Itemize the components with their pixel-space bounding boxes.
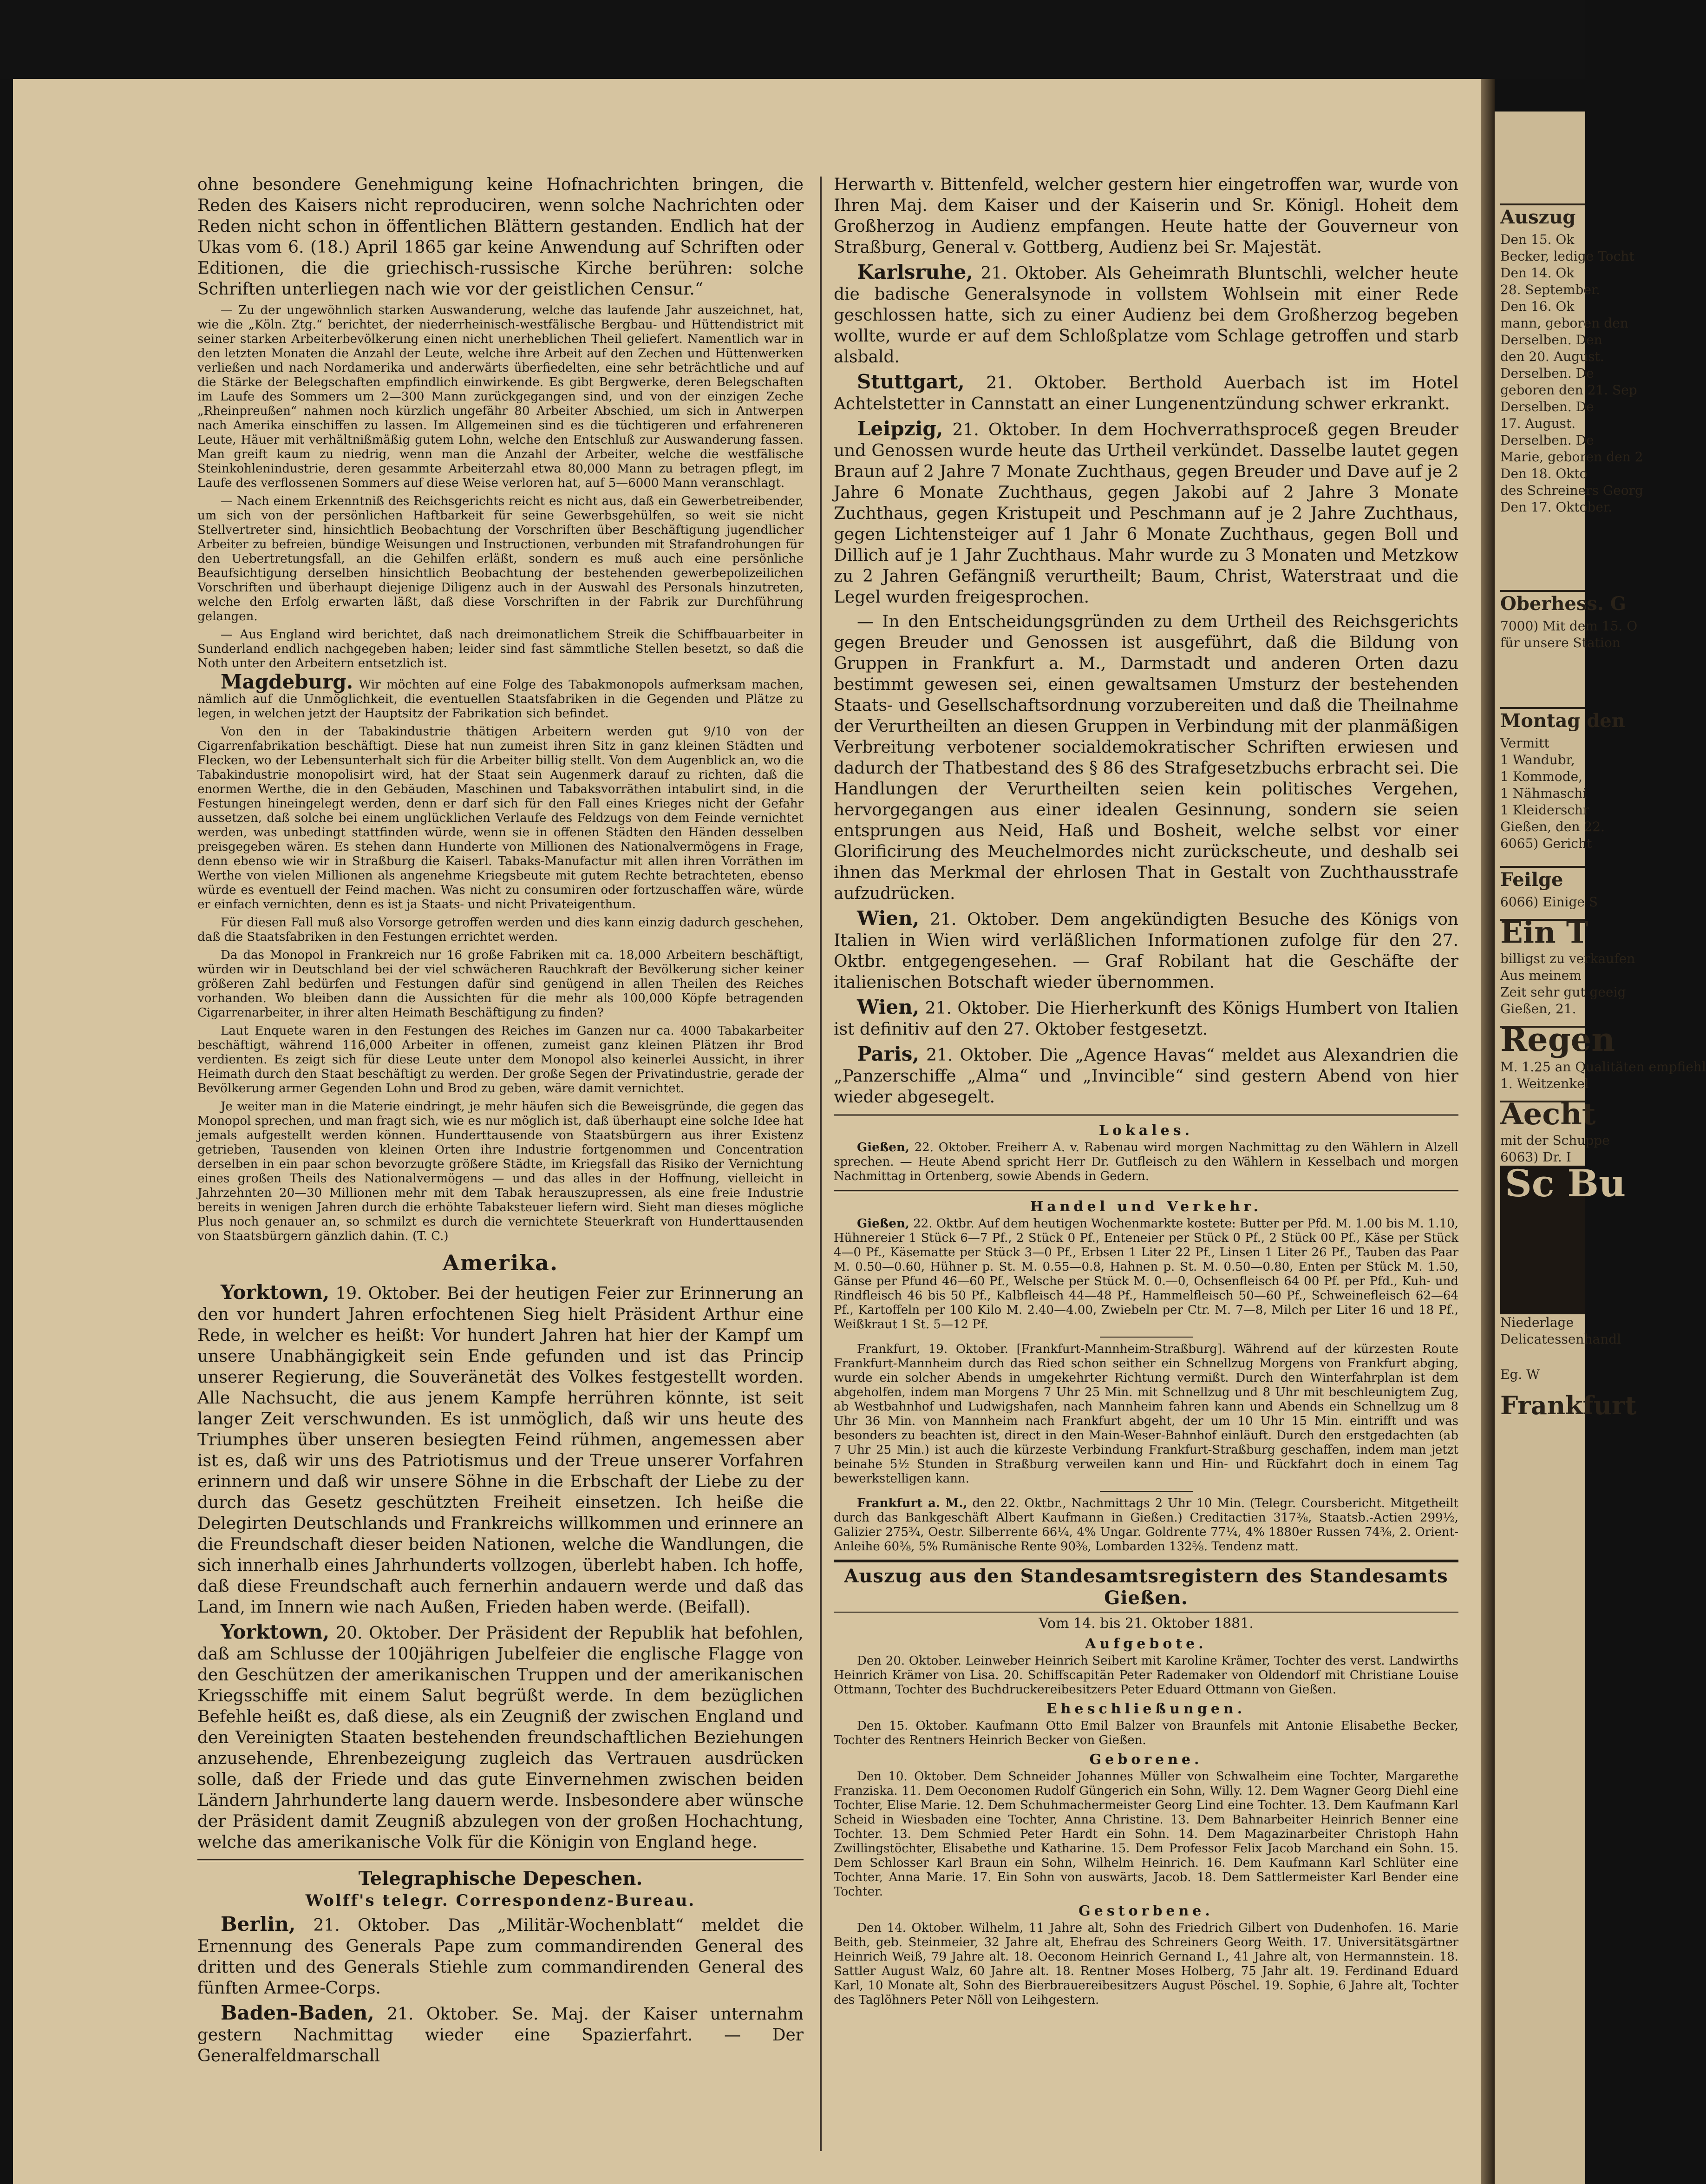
- fragment-line: Aus meinem: [1500, 968, 1582, 983]
- fragment-line: 7000) Mit dem 15. O: [1500, 618, 1638, 634]
- dateline-place: Stuttgart,: [857, 370, 965, 393]
- fragment-line: 1 Nähmaschi: [1500, 786, 1587, 801]
- article-england-strike: — Aus England wird berichtet, daß nach dreimonatlichem Streik die Schiffbauarbeiter in Sunderland endlich nachgegeben haben; leider sind fast sämmtliche Stellen besetzt, so daß die Noth unter den Arbeitern entsetzlich ist.: [197, 628, 804, 670]
- section-divider: [834, 1114, 1458, 1116]
- article-text: 22. Oktober. Freiherr A. v. Rabenau wird morgen Nachmittag zu den Wählern in Alzell sprechen. — Heute Abend spricht Herr Dr. Gutfleisch zu den Wählern in Kesselbach und morgen Nachmittag in Ortenberg, sowie Abends in Gedern.: [834, 1141, 1458, 1183]
- dateline-place: Baden-Baden,: [221, 2001, 374, 2024]
- fragment-line: Den 18. Okto: [1500, 466, 1588, 481]
- article-wien-1: [834, 908, 1458, 993]
- fragment-line: Derselben. De: [1500, 433, 1594, 448]
- fragment-line: Regen: [1500, 1020, 1615, 1059]
- fragment-line: Gießen, den 22.: [1500, 819, 1605, 834]
- fragment-line: M. 1.25 an Qualitäten empfiehl: [1500, 1059, 1706, 1075]
- fragment-line: Frankfurt: [1500, 1390, 1637, 1420]
- article-text: 21. Oktober. Die „Agence Havas“ meldet aus Alexandrien die „Panzerschiffe „Alma“ und „Invincible“ sind gestern Abend von hier wieder abgesegelt.: [834, 1046, 1458, 1107]
- article-text: 19. Oktober. Bei der heutigen Feier zur Erinnerung an den vor hundert Jahren erfochtenen Sieg hielt Präsident Arthur eine Rede, in welcher es heißt: Vor hundert Jahren hat hier der Kampf um unsere Unabhängigkeit sein Ende gefunden und ist das Princip unserer Regierung, die Souveränetät des Volkes festgestellt worden. Alle Nachsucht, die aus jenem Kampfe herrühren könnte, ist seit langer Zeit verschwunden. Es ist unmöglich, daß wir uns heute des Triumphes über unseren besiegten Feind rühmen, angemessen aber ist es, daß wir uns des Patriotismus und der Treue unserer Vorfahren erinnern und daß wir unsere Söhne in die Erbschaft der Liebe zu der durch das Gesetz geschützten Freiheit einsetzen. Ich heiße die Delegirten Deutschlands und Frankreichs willkommen und erinnere an die Freundschaft dieser beiden Nationen, welche die Wandlungen, die sich innerhalb eines Jahrhunderts vollzogen, überlebt haben. Ich hoffe, daß diese Freundschaft auch fernerhin andauern werde und daß das Land, im Innern wie nach Außen, Frieden haben werde. (Beifall).: [197, 1284, 804, 1617]
- fragment-line: 6065) Gericht: [1500, 836, 1592, 851]
- article-paris: [834, 1043, 1458, 1108]
- fragment-line: Den 17. Oktober.: [1500, 499, 1613, 515]
- short-divider: [1100, 1337, 1193, 1338]
- article-yorktown-2: [197, 1621, 804, 1853]
- article-magdeburg: [197, 670, 804, 721]
- heading-aufgebote: Aufgebote.: [1085, 1636, 1207, 1652]
- fragment-line: den 20. August.: [1500, 349, 1604, 364]
- fragment-line: des Schreiners Georg: [1500, 483, 1643, 498]
- right-column: [834, 174, 1458, 2153]
- article-text: 20. Oktober. Der Präsident der Republik hat befohlen, daß am Schlusse der 100jährigen Jubelfeier die englische Flagge von den Geschützen der amerikanischen Truppen und der amerikanischen Kriegsschiffe mit einem Salut begrüßt werde. In dem bezüglichen Befehle heißt es, daß diese, als ein Zeugniß der zwischen England und den Vereinigten Staaten bestehenden freundschaftlichen Beziehungen anzusehende, Ehrenbezeigung zugleich das Vertrauen ausdrücken solle, daß der Friede und das gute Einvernehmen zwischen beiden Ländern Jahrhunderte lang dauern werde. Insbesondere aber wünsche der Präsident damit Zeugniß abzulegen von der großen Hochachtung, welche das amerikanische Volk für die Königin von England hege.: [197, 1624, 804, 1852]
- article-text: 21. Oktober. Das „Militär-Wochenblatt“ meldet die Ernennung des Generals Pape zum commandirenden General des dritten und des Generals Stiehle zum commandirenden General des fünften Armee-Corps.: [197, 1916, 804, 1998]
- fragment-line: Auszug: [1500, 203, 1585, 228]
- fragment-line: Vermitt: [1500, 735, 1549, 751]
- article-tabak-1: Von den in der Tabakindustrie thätigen Arbeitern werden gut 9/10 von der Cigarrenfabrikation beschäftigt. Diese hat nun zumeist ihren Sitz in ganz kleinen Städten und Flecken, wo der Lebensunterhalt sich für die Arbeiter billig stellt. Von dem Augenblick an, wo die Tabakindustrie monopolisirt wird, hat der Staat sein Augenmerk darauf zu richten, daß die enormen Werthe, die in den Gebäuden, Maschinen und Tabaksvorräthen intabulirt sind, in die Festungen hineingelegt werden, denn er darf sich für den Fall eines Krieges nicht der Gefahr aussetzen, daß solche bei einem unglücklichen Verlaufe des Feldzugs von dem Feinde vernichtet werden, was unbedingt stattfinden würde, wenn sie in offenen Städten den Händen desselben preisgegeben wären. Es stehen dann Hunderte von Millionen des Nationalvermögens in Frage, denn ebenso wie wir in Straßburg die Kaiserl. Tabaks-Manufactur mit allen ihren Vorräthen im Werthe von vielen Millionen als angenehme Kriegsbeute mit gutem Rechte betrachteten, ebenso würde es eventuell der Feind machen. Was nicht zu consumiren oder fortzuschaffen wäre, würde er einfach vernichten, denn es ist ja Staats- und nicht Privateigenthum.: [197, 725, 804, 912]
- fragment-line: Gießen, 21.: [1500, 1001, 1576, 1017]
- dateline-place: Paris,: [857, 1043, 920, 1065]
- fragment-line: 6063) Dr. I: [1500, 1149, 1571, 1165]
- dateline-place: Karlsruhe,: [857, 261, 973, 283]
- fragment-line: Becker, ledige Tocht: [1500, 249, 1634, 264]
- article-baden-baden: [197, 2002, 804, 2066]
- left-column: [197, 174, 804, 2153]
- dateline-place: Yorktown,: [221, 1281, 330, 1304]
- section-subheading-wolff: Wolff's telegr. Correspondenz-Bureau.: [305, 1891, 696, 1910]
- article-text: 21. Oktober. Se. Maj. der Kaiser unternahm gestern Nachmittag wieder eine Spazierfahrt. — Der Generalfeldmarschall: [197, 2005, 804, 2066]
- fragment-line: Eg. W: [1500, 1367, 1540, 1382]
- fragment-line: mann, geboren den: [1500, 315, 1628, 331]
- section-heading-standesamt: Auszug aus den Standesamtsregistern des Standesamts Gießen.: [834, 1560, 1458, 1613]
- article-text: 21. Oktober. Die Hierherkunft des Königs Humbert von Italien ist definitiv auf den 27. Oktober festgesetzt.: [834, 999, 1458, 1039]
- fragment-line: 17. August.: [1500, 416, 1576, 431]
- fragment-line: Montag den: [1500, 707, 1585, 731]
- column-rule: [820, 177, 822, 2151]
- article-berlin: [197, 1914, 804, 1999]
- article-leipzig: [834, 418, 1458, 608]
- article-text: Wir möchten auf eine Folge des Tabakmonopols aufmerksam machen, nämlich auf die Unmöglichkeit, die eventuellen Staatsfabriken in die Gegenden und Plätze zu legen, in welchen jetzt der Hauptsitz der Fabrikation sich befindet.: [197, 678, 804, 721]
- fragment-line: 1 Wandubr,: [1500, 752, 1575, 767]
- dateline-place: Yorktown,: [221, 1620, 330, 1643]
- heading-geborene: Geborene.: [1089, 1751, 1203, 1768]
- article-text: 21. Oktober. Dem angekündigten Besuche des Königs von Italien in Wien wird verläßlichen Informationen zufolge für den 27. Oktbr. entgegengesehen. — Graf Robilant hat die Geschäfte der italienischen Botschaft wieder übernommen.: [834, 910, 1458, 992]
- fragment-line: 1 Kleiderschr: [1500, 802, 1589, 818]
- article-herwarth: Herwarth v. Bittenfeld, welcher gestern hier eingetroffen war, wurde von Ihren Maj. dem Kaiser und der Kaiserin und Sr. Königl. Hoheit dem Großherzog in Audienz empfangen. Heute hatte der Gouverneur von Straßburg, General v. Gottberg, Audienz bei Sr. Majestät.: [834, 175, 1458, 257]
- article-tabak-5: Je weiter man in die Materie eindringt, je mehr häufen sich die Beweisgründe, die gegen das Monopol sprechen, und man fragt sich, wie es nur möglich ist, daß überhaupt eine solche Idee hat jemals aufgestellt werden können. Hunderttausende von Staatsbürgern aus ihrer Existenz getrieben, Tausenden von kleinen Orten ihre Industrie fortgenommen und Concentration derselben in ein paar schon bevorzugte größere Städte, im Kriegsfall das Risiko der Vernichtung eines großen Theils des Nationalvermögens — und das alles in der Hoffnung, vielleicht in Jahrzehnten 20—30 Millionen mehr mit dem Tabak herauszupressen, als eine freie Industrie bereits in wenigen Jahren durch die erhöhte Tabaksteuer liefern wird. Sieht man dieses mögliche Plus noch genauer an, so schmilzt es durch die vernichtete Steuerkraft von Hunderttausenden von Staatsbürgern gänzlich dahin. (T. C.): [197, 1100, 804, 1243]
- dateline-place: Frankfurt a. M.,: [857, 1496, 967, 1510]
- book-gutter: [1481, 79, 1495, 2184]
- section-heading-telegraph: Telegraphische Depeschen.: [358, 1868, 643, 1889]
- article-fahrplan: Frankfurt, 19. Oktober. [Frankfurt-Mannheim-Straßburg]. Während auf der kürzesten Route Frankfurt-Mannheim durch das Ried schon seither ein Schnellzug Morgens von Frankfurt abging, wurde ein solcher Abends in umgekehrter Richtung vermißt. Durch den Winterfahrplan ist dem abgeholfen, indem man Morgens 7 Uhr 25 Min. mit Schnellzug und 8 Uhr mit beschleunigtem Zug, ab Westbahnhof und Ludwigshafen, nach Mannheim fahren kann und Abends ein Schnellzug um 8 Uhr 36 Min. von Mannheim nach Frankfurt abgeht, der um 10 Uhr 15 Min. eintrifft und was besonders zu beachten ist, direct in den Main-Weser-Bahnhof einläuft. Durch den erstgedachten (ab 7 Uhr 25 Min.) ist auch die kürzeste Verbindung Frankfurt-Straßburg geschaffen, indem man jetzt beinahe 5½ Stunden in Straßburg verweilen kann und Hin- und Rückfahrt doch in einem Tag bewerkstelligen kann.: [834, 1342, 1458, 1486]
- article-urtheil: — In den Entscheidungsgründen zu dem Urtheil des Reichsgerichts gegen Breuder und Genossen ist ausgeführt, daß die Bildung von Gruppen in Frankfurt a. M., Darmstadt und anderen Orten dazu bestimmt gewesen sei, einen gewaltsamen Umsturz der bestehenden Staats- und Gesellschaftsordnung vorzubereiten und daß die Theilnahme der Verurtheilten an diesen Gruppen in Verbindung mit der planmäßigen Verbreitung verbotener socialdemokratischer Schriften erwiesen und dadurch der Thatbestand des § 86 des Strafgesetzbuchs erbracht sei. Die Handlungen der Verurtheilten seien kein politisches Vergehen, hervorgegangen aus einer idealen Gesinnung, sondern sie seien entsprungen aus Neid, Haß und Bosheit, welche selbst vor einer Glorificirung des Meuchelmordes nicht zurückscheute, und deshalb sei ihnen das Merkmal der ehrlosen That in Gestalt von Zuchthausstrafe aufzudrücken.: [834, 612, 1458, 903]
- article-wochenmarkt: [834, 1217, 1458, 1332]
- fragment-line: Den 16. Ok: [1500, 299, 1575, 314]
- article-text: 21. Oktober. In dem Hochverrathsproceß gegen Breuder und Genossen wurde heute das Urtheil verkündet. Dasselbe lautet gegen Braun auf 2 Jahre 7 Monate Zuchthaus, gegen Breuder und Dave auf je 2 Jahre 6 Monate Zuchthaus, gegen Jakobi auf 2 Jahre 3 Monate Zuchthaus, gegen Kristupeit und Peschmann auf je 2 Jahre Zuchthaus, gegen Lichtensteiger auf 1 Jahr 6 Monate Zuchthaus, gegen Boll und Dillich auf je 1 Jahr Zuchthaus. Mahr wurde zu 3 Monaten und Metzkow zu 2 Jahren Gefängniß verurtheilt; Baum, Christ, Waterstraat und die Legel wurden freigesprochen.: [834, 420, 1458, 607]
- article-text: 21. Oktober. Berthold Auerbach ist im Hotel Achtelstetter in Cannstatt an einer Lungenentzündung schwer erkrankt.: [834, 374, 1458, 413]
- dateline-place: Wien,: [857, 907, 920, 930]
- section-divider: [197, 1859, 804, 1861]
- fragment-line: Feilge: [1500, 866, 1585, 890]
- list-gestorbene: Den 14. Oktober. Wilhelm, 11 Jahre alt, Sohn des Friedrich Gilbert von Dudenhofen. 16. Marie Beith, geb. Steinmeier, 32 Jahre alt, Ehefrau des Schreiners Georg Weith. 17. Universitätsgärtner Heinrich Weiß, 79 Jahre alt. 18. Oeconom Heinrich Gernand I., 41 Jahre alt, von Hermannstein. 18. Sattler August Walz, 60 Jahre alt. 18. Rentner Moses Holberg, 75 Jahr alt. 19. Ferdinand Eduard Karl, 10 Monate alt, Sohn des Bierbrauereibesitzers August Pöschel. 19. Sophie, 6 Jahre alt, Tochter des Taglöhners Peter Nöll von Leihgestern.: [834, 1921, 1458, 2007]
- article-yorktown-1: [197, 1282, 804, 1618]
- dateline-place: Wien,: [857, 996, 920, 1018]
- scanner-background: [0, 0, 1585, 79]
- section-divider: [834, 1190, 1458, 1192]
- dateline-place: Leipzig,: [857, 417, 943, 440]
- article-karlsruhe: [834, 262, 1458, 367]
- fragment-line: Aecht: [1500, 1097, 1596, 1132]
- article-text: 21. Oktober. Als Geheimrath Bluntschli, welcher heute die badische Generalsynode in vollstem Wohlsein mit einer Rede geschlossen hatte, sich zu einer Audienz bei dem Großherzog begeben wollte, wurde er auf dem Schloßplatze vom Schlage getroffen und starb alsbald.: [834, 264, 1458, 367]
- fragment-line: 1. Weitzenkel: [1500, 1076, 1589, 1091]
- section-heading-handel: Handel und Verkehr.: [1030, 1199, 1262, 1215]
- heading-gestorbene: Gestorbene.: [1079, 1903, 1214, 1919]
- fragment-line: Den 14. Ok: [1500, 265, 1575, 281]
- fragment-line: für unsere Station: [1500, 635, 1621, 650]
- fragment-line: Derselben. De: [1500, 366, 1594, 381]
- article-tabak-3: Da das Monopol in Frankreich nur 16 große Fabriken mit ca. 18,000 Arbeitern beschäftigt, würden wir in Deutschland bei der viel schwächeren Rauchkraft der Bevölkerung sicher keiner größeren Zahl bedürfen und Festungen dafür sind genügend in allen Theilen des Reiches vorhanden. Wo bleiben dann die Aussichten für die mehr als 100,000 Köpfe betragenden Cigarrenarbeiter, in ihrer alten Heimath Beschäftigung zu finden?: [197, 948, 804, 1020]
- fragment-line: Den 15. Ok: [1500, 232, 1575, 247]
- fragment-line: Derselben. Den: [1500, 332, 1602, 348]
- short-divider: [1100, 1491, 1193, 1492]
- list-geborene: Den 10. Oktober. Dem Schneider Johannes Müller von Schwalheim eine Tochter, Margarethe Franziska. 11. Dem Oeconomen Rudolf Güngerich ein Sohn, Willy. 12. Dem Wagner Georg Diehl eine Tochter, Elise Marie. 12. Dem Schuhmachermeister Georg Lind eine Tochter. 13. Dem Kaufmann Karl Scheid in Wiesbaden eine Tochter, Anna Christine. 13. Dem Bahnarbeiter Heinrich Benner eine Tochter. 13. Dem Schmied Peter Hardt ein Sohn. 14. Dem Magazinarbeiter Christoph Hahn Zwillingstöchter, Elisabethe und Katharine. 15. Dem Professor Felix Jacob Marchand ein Sohn. 15. Dem Schlosser Karl Braun ein Sohn, Wilhelm Heinrich. 16. Dem Kaufmann Karl Schlüter eine Tochter, Anna Marie. 17. Ein Sohn von auswärts, Jacob. 18. Dem Sattlermeister Karl Bender eine Tochter.: [834, 1770, 1458, 1899]
- article-reichsgericht: — Nach einem Erkenntniß des Reichsgerichts reicht es nicht aus, daß ein Gewerbetreibender, um sich von der persönlichen Haftbarkeit für seine Gewerbsgehülfen, so weit sie nicht Stellvertreter sind, hinsichtlich Beobachtung der Vorschriften über Beschäftigung jugendlicher Arbeiter zu befreien, bündige Weisungen und Instructionen, verbunden mit Strafandrohungen für den Uebertretungsfall, an die Gehilfen erläßt, sondern es muß auch eine persönliche Beaufsichtigung derselben hinsichtlich Beobachtung der bestehenden gewerbepolizeilichen Vorschriften und überhaupt diejenige Diligenz auch in der Auswahl des Personals hinzutreten, welche den Erfolg erwarten läßt, daß diese Vorschriften in der Fabrik zur Durchführung gelangen.: [197, 494, 804, 623]
- fragment-black-ad: Sc Bu: [1500, 1166, 1585, 1314]
- dateline-place: Gießen,: [857, 1141, 909, 1154]
- standesamt-period: Vom 14. bis 21. Oktober 1881.: [1039, 1615, 1254, 1632]
- fragment-line: Niederlage: [1500, 1315, 1574, 1330]
- section-heading-lokales: Lokales.: [1098, 1122, 1194, 1139]
- list-eheschliessungen: Den 15. Oktober. Kaufmann Otto Emil Balzer von Braunfels mit Antonie Elisabethe Becker, Tochter des Rentners Heinrich Becker von Gießen.: [834, 1719, 1458, 1747]
- list-aufgebote: Den 20. Oktober. Leinweber Heinrich Seibert mit Karoline Krämer, Tochter des verst. Landwirths Heinrich Krämer von Lisa. 20. Schiffscapitän Peter Rademaker von Oldendorf mit Christiane Louise Ottmann, Tochter des Buchdruckereibesitzers Peter Eduard Ottmann von Gießen.: [834, 1654, 1458, 1697]
- article-lokales: [834, 1141, 1458, 1184]
- section-heading-amerika: Amerika.: [442, 1250, 559, 1275]
- fragment-line: 6066) Einige S: [1500, 894, 1598, 910]
- dateline-place: Magdeburg.: [221, 670, 353, 693]
- fragment-line: mit der Schuppe: [1500, 1133, 1610, 1148]
- fragment-line: billigst zu verkaufen: [1500, 951, 1635, 966]
- fragment-line: Marie, geboren den 2: [1500, 449, 1643, 465]
- fragment-line: Ein T: [1500, 915, 1588, 950]
- fragment-line: 1 Kommode,: [1500, 769, 1583, 784]
- adjacent-page-fragment: [1495, 111, 1706, 2184]
- fragment-line: geboren den 21. Sep: [1500, 382, 1637, 398]
- article-stuttgart: [834, 371, 1458, 414]
- fragment-line: Zeit sehr gut geeig: [1500, 984, 1626, 1000]
- article-text: den 22. Oktbr., Nachmittags 2 Uhr 10 Min. (Telegr. Coursbericht. Mitgetheilt durch das Bankgeschäft Albert Kaufmann in Gießen.) Creditactien 317⅜, Staatsb.-Actien 299½, Galizier 275¾, Oestr. Silberrente 66¼, 4% Ungar. Goldrente 77¼, 4% 1880er Russen 74⅜, 2. Orient-Anleihe 60⅜, 5% Rumänische Rente 90⅜, Lombarden 132⅝. Tendenz matt.: [834, 1496, 1458, 1554]
- fragment-line: Delicatessenhandl: [1500, 1331, 1621, 1347]
- fragment-line: Derselben. De: [1500, 399, 1594, 414]
- fragment-line: 28. September.: [1500, 282, 1601, 297]
- article-coursbericht: [834, 1496, 1458, 1554]
- article-wien-2: [834, 997, 1458, 1040]
- fragment-line: Oberhess. G: [1500, 590, 1585, 614]
- dateline-place: Gießen,: [857, 1217, 909, 1231]
- article-emigration: — Zu der ungewöhnlich starken Auswanderung, welche das laufende Jahr auszeichnet, hat, wie die „Köln. Ztg.“ berichtet, der niederrheinisch-westfälische Bergbau- und Hüttendistrict mit seiner starken Arbeiterbevölkerung einen nicht unerheblichen Theil geliefert. Namentlich war in den letzten Monaten die Anzahl der Leute, welche ihre Arbeit auf den Zechen und Hüttenwerken verließen und nach Nordamerika und anderwärts überfiedelten, eine sehr beträchtliche und auf die Stärke der Belegschaften empfindlich einwirkende. Es gibt Bergwerke, deren Belegschaften im Laufe des Sommers um 2—300 Mann zurückgegangen sind, und von der einzigen Zeche „Rheinpreußen“ nahmen noch kürzlich ungefähr 80 Arbeiter Abschied, um sich in Antwerpen nach Amerika einschiffen zu lassen. Im Allgemeinen sind es die tüchtigeren und erfahreneren Leute, Häuer mit verhältnißmäßig gutem Lohn, welche den Entschluß zur Auswanderung fassen. Man greift kaum zu niedrig, wenn man die Anzahl der Arbeiter, welche die westfälische Steinkohlenindustrie, deren gesammte Arbeiterzahl etwa 80,000 Mann zu betragen pflegt, im Laufe des verflossenen Sommers auf diese Weise verloren hat, auf 5—6000 Mann veranschlagt.: [197, 303, 804, 490]
- article-tabak-4: Laut Enquete waren in den Festungen des Reiches im Ganzen nur ca. 4000 Tabakarbeiter beschäftigt, während 116,000 Arbeiter in offenen, zumeist ganz kleinen Plätzen ihr Brod verdienten. Es zeigt sich für diese Leute unter dem Monopol also keinerlei Aussicht, in ihrer Heimath durch den Staat beschäftigt zu werden. Der große Segen der Privatindustrie, gerade der Bevölkerung armer Gegenden Lohn und Brod zu geben, wäre damit vernichtet.: [197, 1024, 804, 1095]
- article-text: 22. Oktbr. Auf dem heutigen Wochenmarkte kostete: Butter per Pfd. M. 1.00 bis M. 1.10, Hühnereier 1 Stück 6—7 Pf., 2 Stück 0 Pf., Enteneier per Stück 0 Pf., 2 Stück 00 Pf., Käse per Stück 4—0 Pf., Käsematte per Stück 3—0 Pf., Erbsen 1 Liter 22 Pf., Linsen 1 Liter 26 Pf., Tauben das Paar M. 0.50—0.60, Hühner p. St. M. 0.55—0.8, Hahnen p. St. M. 0.50—0.80, Enten per Stück M. 1.50, Gänse per Pfund 46—60 Pf., Welsche per Stück M. 0.—0, Ochsenfleisch 64 00 Pf. per Pfd., Kuh- und Rindfleisch 46 bis 50 Pf., Kalbfleisch 44—48 Pf., Hammelfleisch 50—60 Pf., Schweinefleisch 62—64 Pf., Kartoffeln per 100 Kilo M. 2.40—4.00, Zwiebeln per Ctr. M. 7—8, Milch per Liter 16 und 18 Pf., Weißkraut 1 St. 5—12 Pf.: [834, 1217, 1459, 1331]
- article-censorship-end: ohne besondere Genehmigung keine Hofnachrichten bringen, die Reden des Kaisers nicht reproduciren, wenn solche Nachrichten oder Reden nicht schon in öffentlichen Blättern gestanden. Endlich hat der Ukas vom 6. (18.) April 1865 gar keine Anwendung auf Schriften oder Editionen, die die griechisch-russische Kirche berühren: solche Schriften unterliegen nach wie vor der geistlichen Censur.“: [197, 175, 804, 299]
- heading-eheschliessungen: Eheschließungen.: [1046, 1701, 1246, 1717]
- article-tabak-2: Für diesen Fall muß also Vorsorge getroffen werden und dies kann einzig dadurch geschehen, daß die Staatsfabriken in den Festungen errichtet werden.: [197, 916, 804, 944]
- dateline-place: Berlin,: [221, 1913, 296, 1935]
